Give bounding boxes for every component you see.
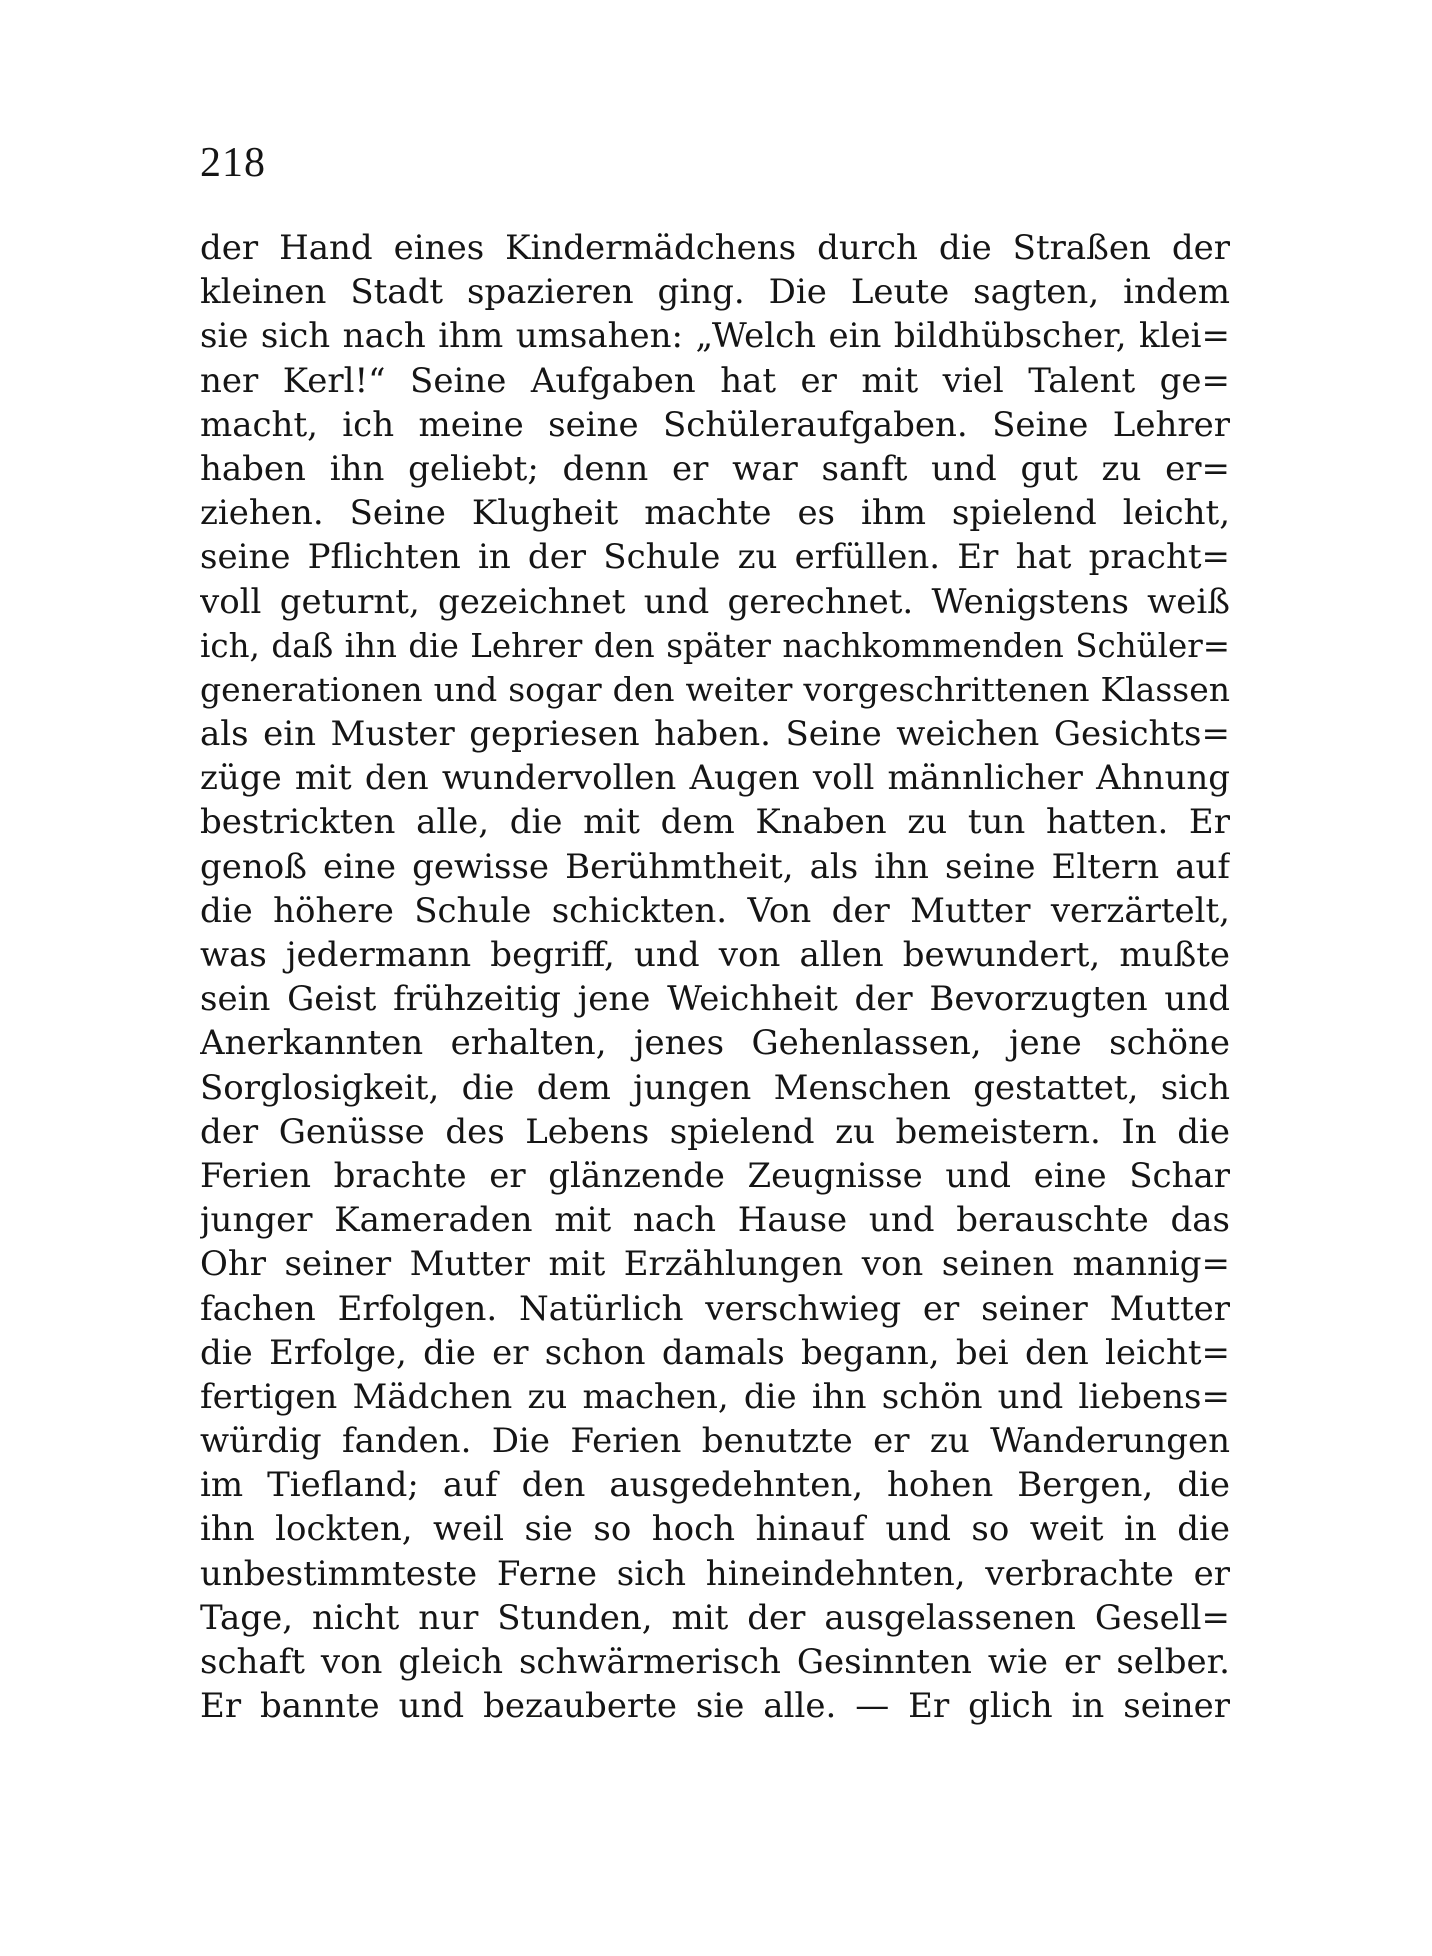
- page-number: 218: [200, 140, 266, 186]
- text-line: sein Geist frühzeitig jene Weichheit der Bevorzugten und: [200, 979, 1230, 1020]
- text-line: fachen Erfolgen. Natürlich verschwieg er seiner Mutter: [200, 1288, 1230, 1329]
- text-line: seine Pflichten in der Schule zu erfüllen. Er hat pracht=: [200, 537, 1230, 578]
- text-line: im Tiefland; auf den ausgedehnten, hohen Bergen, die: [200, 1465, 1230, 1506]
- text-line: macht, ich meine seine Schüleraufgaben. Seine Lehrer: [200, 404, 1230, 445]
- text-line: generationen und sogar den weiter vorgeschrittenen Klassen: [200, 669, 1230, 709]
- text-line: Er bannte und bezauberte sie alle. — Er glich in seiner: [200, 1686, 1230, 1727]
- text-line: die höhere Schule schickten. Von der Mutter verzärtelt,: [200, 890, 1230, 931]
- text-line: kleinen Stadt spazieren ging. Die Leute sagten, indem: [200, 272, 1230, 313]
- text-line: Ferien brachte er glänzende Zeugnisse und eine Schar: [200, 1155, 1230, 1196]
- text-line: voll geturnt, gezeichnet und gerechnet. Wenigstens weiß: [200, 581, 1230, 622]
- text-line: Ohr seiner Mutter mit Erzählungen von seinen mannig=: [200, 1244, 1230, 1285]
- text-line: ich, daß ihn die Lehrer den später nachkommenden Schüler=: [200, 626, 1230, 665]
- text-line: der Hand eines Kindermädchens durch die Straßen der: [200, 228, 1230, 268]
- text-line: ner Kerl!“ Seine Aufgaben hat er mit viel Talent ge=: [200, 360, 1230, 401]
- text-line: ihn lockten, weil sie so hoch hinauf und so weit in die: [200, 1509, 1230, 1550]
- text-line: züge mit den wundervollen Augen voll männlicher Ahnung: [200, 758, 1230, 799]
- text-line: Sorglosigkeit, die dem jungen Menschen gestattet, sich: [200, 1067, 1230, 1108]
- text-line: die Erfolge, die er schon damals begann, bei den leicht=: [200, 1332, 1230, 1373]
- text-line: Tage, nicht nur Stunden, mit der ausgelassenen Gesell=: [200, 1597, 1230, 1638]
- text-line: was jedermann begriff, und von allen bewundert, mußte: [200, 935, 1230, 975]
- text-line: junger Kameraden mit nach Hause und berauschte das: [200, 1200, 1230, 1241]
- text-line: unbestimmteste Ferne sich hineindehnten, verbrachte er: [200, 1553, 1230, 1594]
- text-line: genoß eine gewisse Berühmtheit, als ihn seine Eltern auf: [200, 846, 1230, 887]
- text-line: haben ihn geliebt; denn er war sanft und gut zu er=: [200, 448, 1230, 489]
- text-line: würdig fanden. Die Ferien benutzte er zu Wanderungen: [200, 1421, 1230, 1462]
- text-line: bestrickten alle, die mit dem Knaben zu tun hatten. Er: [200, 802, 1230, 843]
- text-line: der Genüsse des Lebens spielend zu bemeistern. In die: [200, 1111, 1230, 1152]
- text-line: als ein Muster gepriesen haben. Seine weichen Gesichts=: [200, 714, 1230, 755]
- text-line: sie sich nach ihm umsahen: „Welch ein bildhübscher, klei=: [200, 316, 1230, 357]
- text-line: Anerkannten erhalten, jenes Gehenlassen, jene schöne: [200, 1023, 1230, 1064]
- text-line: schaft von gleich schwärmerisch Gesinnten wie er selber.: [200, 1642, 1230, 1682]
- body-text: [200, 226, 1230, 1728]
- text-line: ziehen. Seine Klugheit machte es ihm spielend leicht,: [200, 493, 1230, 534]
- text-line: fertigen Mädchen zu machen, die ihn schön und liebens=: [200, 1376, 1230, 1417]
